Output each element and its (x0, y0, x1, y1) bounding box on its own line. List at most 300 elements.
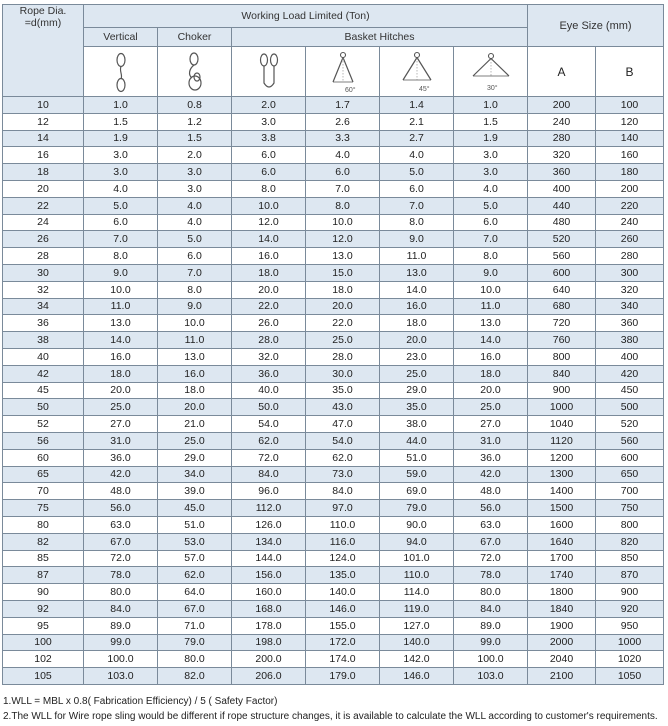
basket-vertical-cell: 126.0 (232, 516, 306, 533)
basket-30-cell: 27.0 (454, 416, 528, 433)
basket-30-cell: 89.0 (454, 617, 528, 634)
basket-60-cell: 62.0 (306, 449, 380, 466)
basket-vertical-cell: 62.0 (232, 432, 306, 449)
rope-dia-cell: 80 (3, 516, 84, 533)
table-row (3, 399, 664, 416)
working-load-header: Working Load Limited (Ton) (84, 5, 528, 28)
eye-b-cell: 320 (596, 281, 664, 298)
rope-dia-header (3, 5, 84, 97)
rope-dia-cell: 60 (3, 449, 84, 466)
basket-60-cell: 22.0 (306, 315, 380, 332)
vertical-cell: 99.0 (84, 634, 158, 651)
eye-a-cell: 640 (528, 281, 596, 298)
rope-dia-cell: 52 (3, 416, 84, 433)
basket-30-cell: 13.0 (454, 315, 528, 332)
note-2: 2.The WLL for Wire rope sling would be different if rope structure changes, it is available to calculate the WLL according to customer's requirements. (3, 711, 658, 722)
eye-a-cell: 840 (528, 365, 596, 382)
eye-a-cell: 760 (528, 332, 596, 349)
basket-vertical-cell: 22.0 (232, 298, 306, 315)
basket-30-cell: 42.0 (454, 466, 528, 483)
vertical-cell: 1.0 (84, 97, 158, 114)
basket-60-cell: 28.0 (306, 348, 380, 365)
eye-a-cell: 200 (528, 97, 596, 114)
eye-a-cell: 1740 (528, 567, 596, 584)
basket-30-cell: 72.0 (454, 550, 528, 567)
angle-60-label: 60° (344, 86, 356, 94)
choker-cell: 57.0 (158, 550, 232, 567)
rope-dia-cell: 42 (3, 365, 84, 382)
eye-b-cell: 920 (596, 600, 664, 617)
basket-45-cell: 119.0 (380, 600, 454, 617)
basket-60-cell: 2.6 (306, 113, 380, 130)
eye-a-cell: 560 (528, 248, 596, 265)
basket-30-cell: 80.0 (454, 584, 528, 601)
wll-table (2, 4, 664, 685)
vertical-cell: 89.0 (84, 617, 158, 634)
basket-60-cell: 18.0 (306, 281, 380, 298)
eye-b-cell: 560 (596, 432, 664, 449)
eye-a-cell: 2100 (528, 668, 596, 685)
basket-45-cell: 6.0 (380, 180, 454, 197)
basket-vertical-cell: 96.0 (232, 483, 306, 500)
rope-dia-cell: 65 (3, 466, 84, 483)
eye-a-cell: 600 (528, 264, 596, 281)
basket-45-cell: 35.0 (380, 399, 454, 416)
choker-cell: 7.0 (158, 264, 232, 281)
table-row (3, 231, 664, 248)
eye-b-cell: 1000 (596, 634, 664, 651)
eye-a-cell: 240 (528, 113, 596, 130)
vertical-cell: 103.0 (84, 668, 158, 685)
vertical-cell: 84.0 (84, 600, 158, 617)
vertical-cell: 1.9 (84, 130, 158, 147)
basket-60-cell: 110.0 (306, 516, 380, 533)
eye-b-cell: 1050 (596, 668, 664, 685)
vertical-cell: 10.0 (84, 281, 158, 298)
vertical-cell: 18.0 (84, 365, 158, 382)
rope-dia-cell: 38 (3, 332, 84, 349)
rope-dia-cell: 56 (3, 432, 84, 449)
rope-dia-cell: 36 (3, 315, 84, 332)
vertical-cell: 3.0 (84, 147, 158, 164)
basket-45-cell: 2.7 (380, 130, 454, 147)
vertical-cell: 4.0 (84, 180, 158, 197)
eye-a-cell: 1200 (528, 449, 596, 466)
rope-dia-cell: 85 (3, 550, 84, 567)
notes (3, 694, 658, 724)
vertical-cell: 1.5 (84, 113, 158, 130)
basket-vertical-cell: 156.0 (232, 567, 306, 584)
basket-hitches-header: Basket Hitches (232, 28, 528, 47)
eye-b-cell: 240 (596, 214, 664, 231)
basket-60-cell: 116.0 (306, 533, 380, 550)
rope-dia-cell: 40 (3, 348, 84, 365)
vertical-cell: 72.0 (84, 550, 158, 567)
choker-cell: 5.0 (158, 231, 232, 248)
rope-dia-unit: =d(mm) (24, 17, 62, 29)
basket-60-cell: 172.0 (306, 634, 380, 651)
basket-45-cell: 8.0 (380, 214, 454, 231)
rope-dia-cell: 102 (3, 651, 84, 668)
basket-30-cell: 11.0 (454, 298, 528, 315)
basket-45-cell: 20.0 (380, 332, 454, 349)
basket-30-cell: 48.0 (454, 483, 528, 500)
table-row (3, 264, 664, 281)
eye-a-cell: 1600 (528, 516, 596, 533)
table-body (3, 97, 664, 685)
basket-vertical-cell: 144.0 (232, 550, 306, 567)
basket-30-cell: 103.0 (454, 668, 528, 685)
basket-vertical-cell: 3.0 (232, 113, 306, 130)
choker-cell: 39.0 (158, 483, 232, 500)
eye-a-cell: 1400 (528, 483, 596, 500)
basket-45-cell: 4.0 (380, 147, 454, 164)
basket-60-cell: 97.0 (306, 500, 380, 517)
vertical-cell: 36.0 (84, 449, 158, 466)
table-row (3, 584, 664, 601)
basket-30-cell: 99.0 (454, 634, 528, 651)
eye-b-cell: 300 (596, 264, 664, 281)
basket-45-cell: 29.0 (380, 382, 454, 399)
basket-60-cell: 7.0 (306, 180, 380, 197)
basket-vertical-cell: 50.0 (232, 399, 306, 416)
choker-cell: 45.0 (158, 500, 232, 517)
eye-a-cell: 440 (528, 197, 596, 214)
basket-45-cell: 2.1 (380, 113, 454, 130)
eye-b-cell: 200 (596, 180, 664, 197)
basket-vertical-cell: 84.0 (232, 466, 306, 483)
choker-cell: 20.0 (158, 399, 232, 416)
choker-header: Choker (158, 28, 232, 47)
rope-dia-cell: 14 (3, 130, 84, 147)
vertical-cell: 56.0 (84, 500, 158, 517)
eye-a-cell: 1800 (528, 584, 596, 601)
basket-vertical-cell: 6.0 (232, 147, 306, 164)
basket-30-cell: 6.0 (454, 214, 528, 231)
eye-b-cell: 820 (596, 533, 664, 550)
table-row (3, 180, 664, 197)
eye-b-cell: 380 (596, 332, 664, 349)
choker-cell: 34.0 (158, 466, 232, 483)
basket-60-cell: 174.0 (306, 651, 380, 668)
choker-cell: 16.0 (158, 365, 232, 382)
basket-vertical-cell: 18.0 (232, 264, 306, 281)
eye-b-cell: 700 (596, 483, 664, 500)
note-1: 1.WLL = MBL x 0.8( Fabrication Efficiency) / 5 ( Safety Factor) (3, 696, 278, 707)
rope-dia-cell: 92 (3, 600, 84, 617)
vertical-cell: 78.0 (84, 567, 158, 584)
eye-b-cell: 100 (596, 97, 664, 114)
basket-60-cell: 20.0 (306, 298, 380, 315)
table-row (3, 500, 664, 517)
choker-cell: 53.0 (158, 533, 232, 550)
eye-b-cell: 420 (596, 365, 664, 382)
rope-dia-cell: 90 (3, 584, 84, 601)
basket-30-cell: 84.0 (454, 600, 528, 617)
angle-30-label: 30° (486, 84, 498, 92)
vertical-cell: 3.0 (84, 164, 158, 181)
eye-b-cell: 120 (596, 113, 664, 130)
choker-cell: 29.0 (158, 449, 232, 466)
rope-dia-label: Rope Dia. (19, 5, 67, 17)
eye-a-cell: 1640 (528, 533, 596, 550)
basket-vertical-cell: 3.8 (232, 130, 306, 147)
rope-dia-cell: 45 (3, 382, 84, 399)
eye-b-cell: 140 (596, 130, 664, 147)
eye-a-cell: 1700 (528, 550, 596, 567)
table-row (3, 197, 664, 214)
rope-dia-cell: 87 (3, 567, 84, 584)
basket-30-cell: 7.0 (454, 231, 528, 248)
eye-a-cell: 680 (528, 298, 596, 315)
eye-a-cell: 280 (528, 130, 596, 147)
choker-cell: 1.2 (158, 113, 232, 130)
basket-30-cell: 25.0 (454, 399, 528, 416)
basket-60-cell: 6.0 (306, 164, 380, 181)
rope-dia-cell: 24 (3, 214, 84, 231)
basket-60-cell: 47.0 (306, 416, 380, 433)
eye-a-cell: 1300 (528, 466, 596, 483)
basket-60-cell: 135.0 (306, 567, 380, 584)
basket-vertical-cell: 32.0 (232, 348, 306, 365)
table-row (3, 432, 664, 449)
eye-b-cell: 400 (596, 348, 664, 365)
table-row (3, 248, 664, 265)
basket-vertical-cell: 26.0 (232, 315, 306, 332)
choker-cell: 10.0 (158, 315, 232, 332)
rope-dia-cell: 82 (3, 533, 84, 550)
choker-cell: 3.0 (158, 164, 232, 181)
rope-dia-cell: 18 (3, 164, 84, 181)
basket-60-cell: 10.0 (306, 214, 380, 231)
rope-dia-cell: 34 (3, 298, 84, 315)
table-row (3, 617, 664, 634)
rope-dia-cell: 32 (3, 281, 84, 298)
basket-45-cell: 146.0 (380, 668, 454, 685)
basket-30-cell: 3.0 (454, 147, 528, 164)
vertical-cell: 13.0 (84, 315, 158, 332)
basket-30-cell: 1.9 (454, 130, 528, 147)
basket-45-cell: 127.0 (380, 617, 454, 634)
choker-cell: 9.0 (158, 298, 232, 315)
basket-45-cell: 38.0 (380, 416, 454, 433)
table-row (3, 348, 664, 365)
choker-cell: 79.0 (158, 634, 232, 651)
vertical-cell: 48.0 (84, 483, 158, 500)
choker-cell: 62.0 (158, 567, 232, 584)
basket-45-cell: 51.0 (380, 449, 454, 466)
basket-vertical-cell: 134.0 (232, 533, 306, 550)
table-row (3, 281, 664, 298)
table-row (3, 550, 664, 567)
choker-cell: 13.0 (158, 348, 232, 365)
basket-vertical-cell: 10.0 (232, 197, 306, 214)
vertical-cell: 80.0 (84, 584, 158, 601)
basket-60-cell: 73.0 (306, 466, 380, 483)
basket-45-cell: 140.0 (380, 634, 454, 651)
table-row (3, 298, 664, 315)
choker-cell: 80.0 (158, 651, 232, 668)
basket-60-icon (306, 47, 380, 97)
basket-45-cell: 5.0 (380, 164, 454, 181)
rope-dia-cell: 95 (3, 617, 84, 634)
basket-30-cell: 31.0 (454, 432, 528, 449)
basket-60-cell: 43.0 (306, 399, 380, 416)
eye-b-cell: 850 (596, 550, 664, 567)
basket-30-cell: 36.0 (454, 449, 528, 466)
rope-dia-cell: 10 (3, 97, 84, 114)
table-row (3, 130, 664, 147)
choker-cell: 18.0 (158, 382, 232, 399)
basket-vertical-cell: 160.0 (232, 584, 306, 601)
table-row (3, 483, 664, 500)
eye-a-cell: 900 (528, 382, 596, 399)
basket-vertical-cell: 206.0 (232, 668, 306, 685)
basket-60-cell: 35.0 (306, 382, 380, 399)
basket-45-cell: 94.0 (380, 533, 454, 550)
vertical-cell: 67.0 (84, 533, 158, 550)
choker-sling-icon (158, 47, 232, 97)
table-row (3, 533, 664, 550)
rope-dia-cell: 30 (3, 264, 84, 281)
basket-45-cell: 23.0 (380, 348, 454, 365)
vertical-cell: 100.0 (84, 651, 158, 668)
choker-cell: 4.0 (158, 214, 232, 231)
choker-cell: 25.0 (158, 432, 232, 449)
vertical-cell: 27.0 (84, 416, 158, 433)
basket-60-cell: 25.0 (306, 332, 380, 349)
basket-45-cell: 9.0 (380, 231, 454, 248)
eye-a-cell: 400 (528, 180, 596, 197)
vertical-cell: 63.0 (84, 516, 158, 533)
eye-b-cell: 180 (596, 164, 664, 181)
basket-60-cell: 13.0 (306, 248, 380, 265)
basket-45-cell: 114.0 (380, 584, 454, 601)
basket-vertical-cell: 12.0 (232, 214, 306, 231)
eye-b-cell: 650 (596, 466, 664, 483)
basket-vertical-cell: 36.0 (232, 365, 306, 382)
rope-dia-cell: 20 (3, 180, 84, 197)
eye-a-cell: 320 (528, 147, 596, 164)
basket-30-cell: 16.0 (454, 348, 528, 365)
basket-vertical-cell: 40.0 (232, 382, 306, 399)
choker-cell: 67.0 (158, 600, 232, 617)
table-row (3, 365, 664, 382)
eye-a-cell: 1840 (528, 600, 596, 617)
rope-dia-cell: 100 (3, 634, 84, 651)
basket-45-cell: 101.0 (380, 550, 454, 567)
eye-a-cell: 1900 (528, 617, 596, 634)
basket-30-cell: 20.0 (454, 382, 528, 399)
eye-b-cell: 900 (596, 584, 664, 601)
choker-cell: 0.8 (158, 97, 232, 114)
choker-cell: 4.0 (158, 197, 232, 214)
table-row (3, 516, 664, 533)
basket-30-cell: 63.0 (454, 516, 528, 533)
table-header (3, 5, 664, 97)
basket-45-cell: 16.0 (380, 298, 454, 315)
table-row (3, 214, 664, 231)
basket-30-cell: 9.0 (454, 264, 528, 281)
basket-vertical-cell: 6.0 (232, 164, 306, 181)
eye-a-cell: 1000 (528, 399, 596, 416)
vertical-cell: 16.0 (84, 348, 158, 365)
eye-b-cell: 280 (596, 248, 664, 265)
choker-cell: 6.0 (158, 248, 232, 265)
basket-45-cell: 7.0 (380, 197, 454, 214)
eye-size-header: Eye Size (mm) (528, 5, 664, 47)
basket-60-cell: 1.7 (306, 97, 380, 114)
basket-vertical-icon (232, 47, 306, 97)
eye-a-cell: 800 (528, 348, 596, 365)
eye-a-cell: 360 (528, 164, 596, 181)
eye-a-cell: 1120 (528, 432, 596, 449)
table-row (3, 651, 664, 668)
basket-45-cell: 25.0 (380, 365, 454, 382)
choker-cell: 8.0 (158, 281, 232, 298)
basket-45-cell: 14.0 (380, 281, 454, 298)
eye-b-cell: 870 (596, 567, 664, 584)
table-row (3, 466, 664, 483)
rope-dia-cell: 28 (3, 248, 84, 265)
eye-a-header: A (528, 47, 596, 97)
basket-45-cell: 142.0 (380, 651, 454, 668)
basket-30-cell: 78.0 (454, 567, 528, 584)
rope-dia-cell: 50 (3, 399, 84, 416)
basket-vertical-cell: 178.0 (232, 617, 306, 634)
vertical-cell: 31.0 (84, 432, 158, 449)
eye-b-cell: 950 (596, 617, 664, 634)
basket-30-cell: 4.0 (454, 180, 528, 197)
choker-cell: 11.0 (158, 332, 232, 349)
basket-vertical-cell: 72.0 (232, 449, 306, 466)
rope-dia-cell: 22 (3, 197, 84, 214)
eye-a-cell: 2000 (528, 634, 596, 651)
basket-30-cell: 3.0 (454, 164, 528, 181)
eye-b-cell: 600 (596, 449, 664, 466)
vertical-cell: 9.0 (84, 264, 158, 281)
rope-dia-cell: 16 (3, 147, 84, 164)
basket-45-cell: 59.0 (380, 466, 454, 483)
choker-cell: 3.0 (158, 180, 232, 197)
table-row (3, 147, 664, 164)
eye-b-cell: 1020 (596, 651, 664, 668)
table-row (3, 449, 664, 466)
basket-45-cell: 90.0 (380, 516, 454, 533)
table-row (3, 634, 664, 651)
basket-30-cell: 18.0 (454, 365, 528, 382)
choker-cell: 64.0 (158, 584, 232, 601)
basket-60-cell: 140.0 (306, 584, 380, 601)
vertical-cell: 7.0 (84, 231, 158, 248)
table-row (3, 668, 664, 685)
basket-30-cell: 10.0 (454, 281, 528, 298)
basket-45-cell: 110.0 (380, 567, 454, 584)
basket-45-icon (380, 47, 454, 97)
vertical-cell: 5.0 (84, 197, 158, 214)
eye-b-cell: 500 (596, 399, 664, 416)
eye-b-cell: 360 (596, 315, 664, 332)
basket-60-cell: 8.0 (306, 197, 380, 214)
basket-vertical-cell: 2.0 (232, 97, 306, 114)
vertical-cell: 8.0 (84, 248, 158, 265)
eye-b-cell: 800 (596, 516, 664, 533)
table-row (3, 164, 664, 181)
vertical-cell: 11.0 (84, 298, 158, 315)
basket-45-cell: 13.0 (380, 264, 454, 281)
eye-b-cell: 160 (596, 147, 664, 164)
basket-60-cell: 15.0 (306, 264, 380, 281)
